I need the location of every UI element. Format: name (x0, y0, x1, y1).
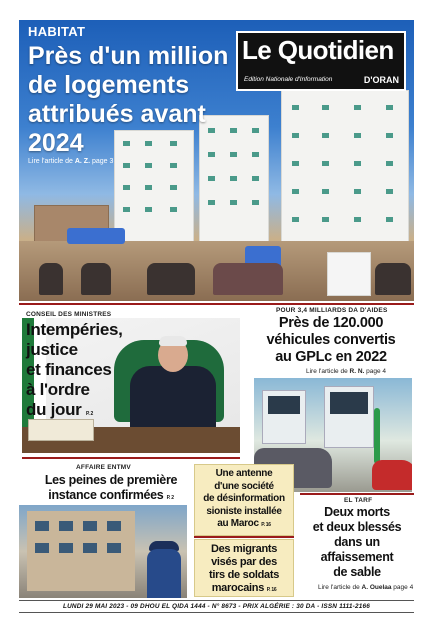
section-divider (19, 303, 414, 305)
entmv-label: AFFAIRE ENTMV (76, 464, 131, 471)
courthouse-photo (19, 505, 187, 598)
entmv-page-ref: P. 2 (166, 495, 174, 501)
tarf-headline[interactable]: Deux morts et deux blessés dans un affaissement de sable (312, 505, 402, 579)
hero-kicker: HABITAT (28, 24, 86, 39)
migrants-headline: Des migrants visés par des tirs de soldats marocains P. 16 (208, 543, 280, 594)
issue-footer: LUNDI 29 MAI 2023 - 09 DHOU EL QIDA 1444 - N° 8673 - PRIX ALGÉRIE : 30 DA - ISSN 1111-2166 (62, 603, 371, 610)
gpl-headline[interactable]: Près de 120.000 véhicules convertis au GPLc en 2022 (266, 315, 396, 365)
tarf-label: EL TARF (344, 497, 373, 504)
antenne-page-ref: P. 16 (261, 522, 271, 528)
tarf-credit: Lire l'article de A. Ouelaa page 4 (318, 584, 414, 591)
masthead-logo[interactable] (236, 31, 406, 91)
migrants-box[interactable] (194, 539, 294, 597)
fridge (327, 252, 371, 296)
hero-headline[interactable]: Près d'un million de logements attribués avant 2024 (28, 42, 229, 157)
antenne-box[interactable] (194, 464, 294, 536)
ministers-headline[interactable]: Intempéries, justice et finances à l'ordre du jour P. 2 (26, 320, 123, 419)
building-right (281, 90, 409, 250)
gpl-credit: Lire l'article de R. N. page 4 (306, 368, 387, 375)
gpl-label: POUR 3,4 MILLIARDS DA D'AIDES (276, 307, 388, 314)
ministers-page-ref: P. 2 (85, 411, 93, 417)
masthead-city: D'ORAN (363, 75, 399, 85)
masthead-subtitle: Edition Nationale d'Information (244, 76, 333, 83)
migrants-page-ref: P. 16 (266, 587, 277, 593)
masthead-name: Le Quotidien (242, 35, 394, 65)
entmv-headline[interactable]: Les peines de première instance confirmées P. 2 (44, 473, 178, 502)
ministers-label: CONSEIL DES MINISTRES (26, 311, 112, 318)
antenne-headline: Une antenne d'une société de désinformation sioniste installée au Maroc P. 16 (203, 468, 285, 529)
hero-credit: Lire l'article de A. Z. page 3 (28, 158, 114, 165)
